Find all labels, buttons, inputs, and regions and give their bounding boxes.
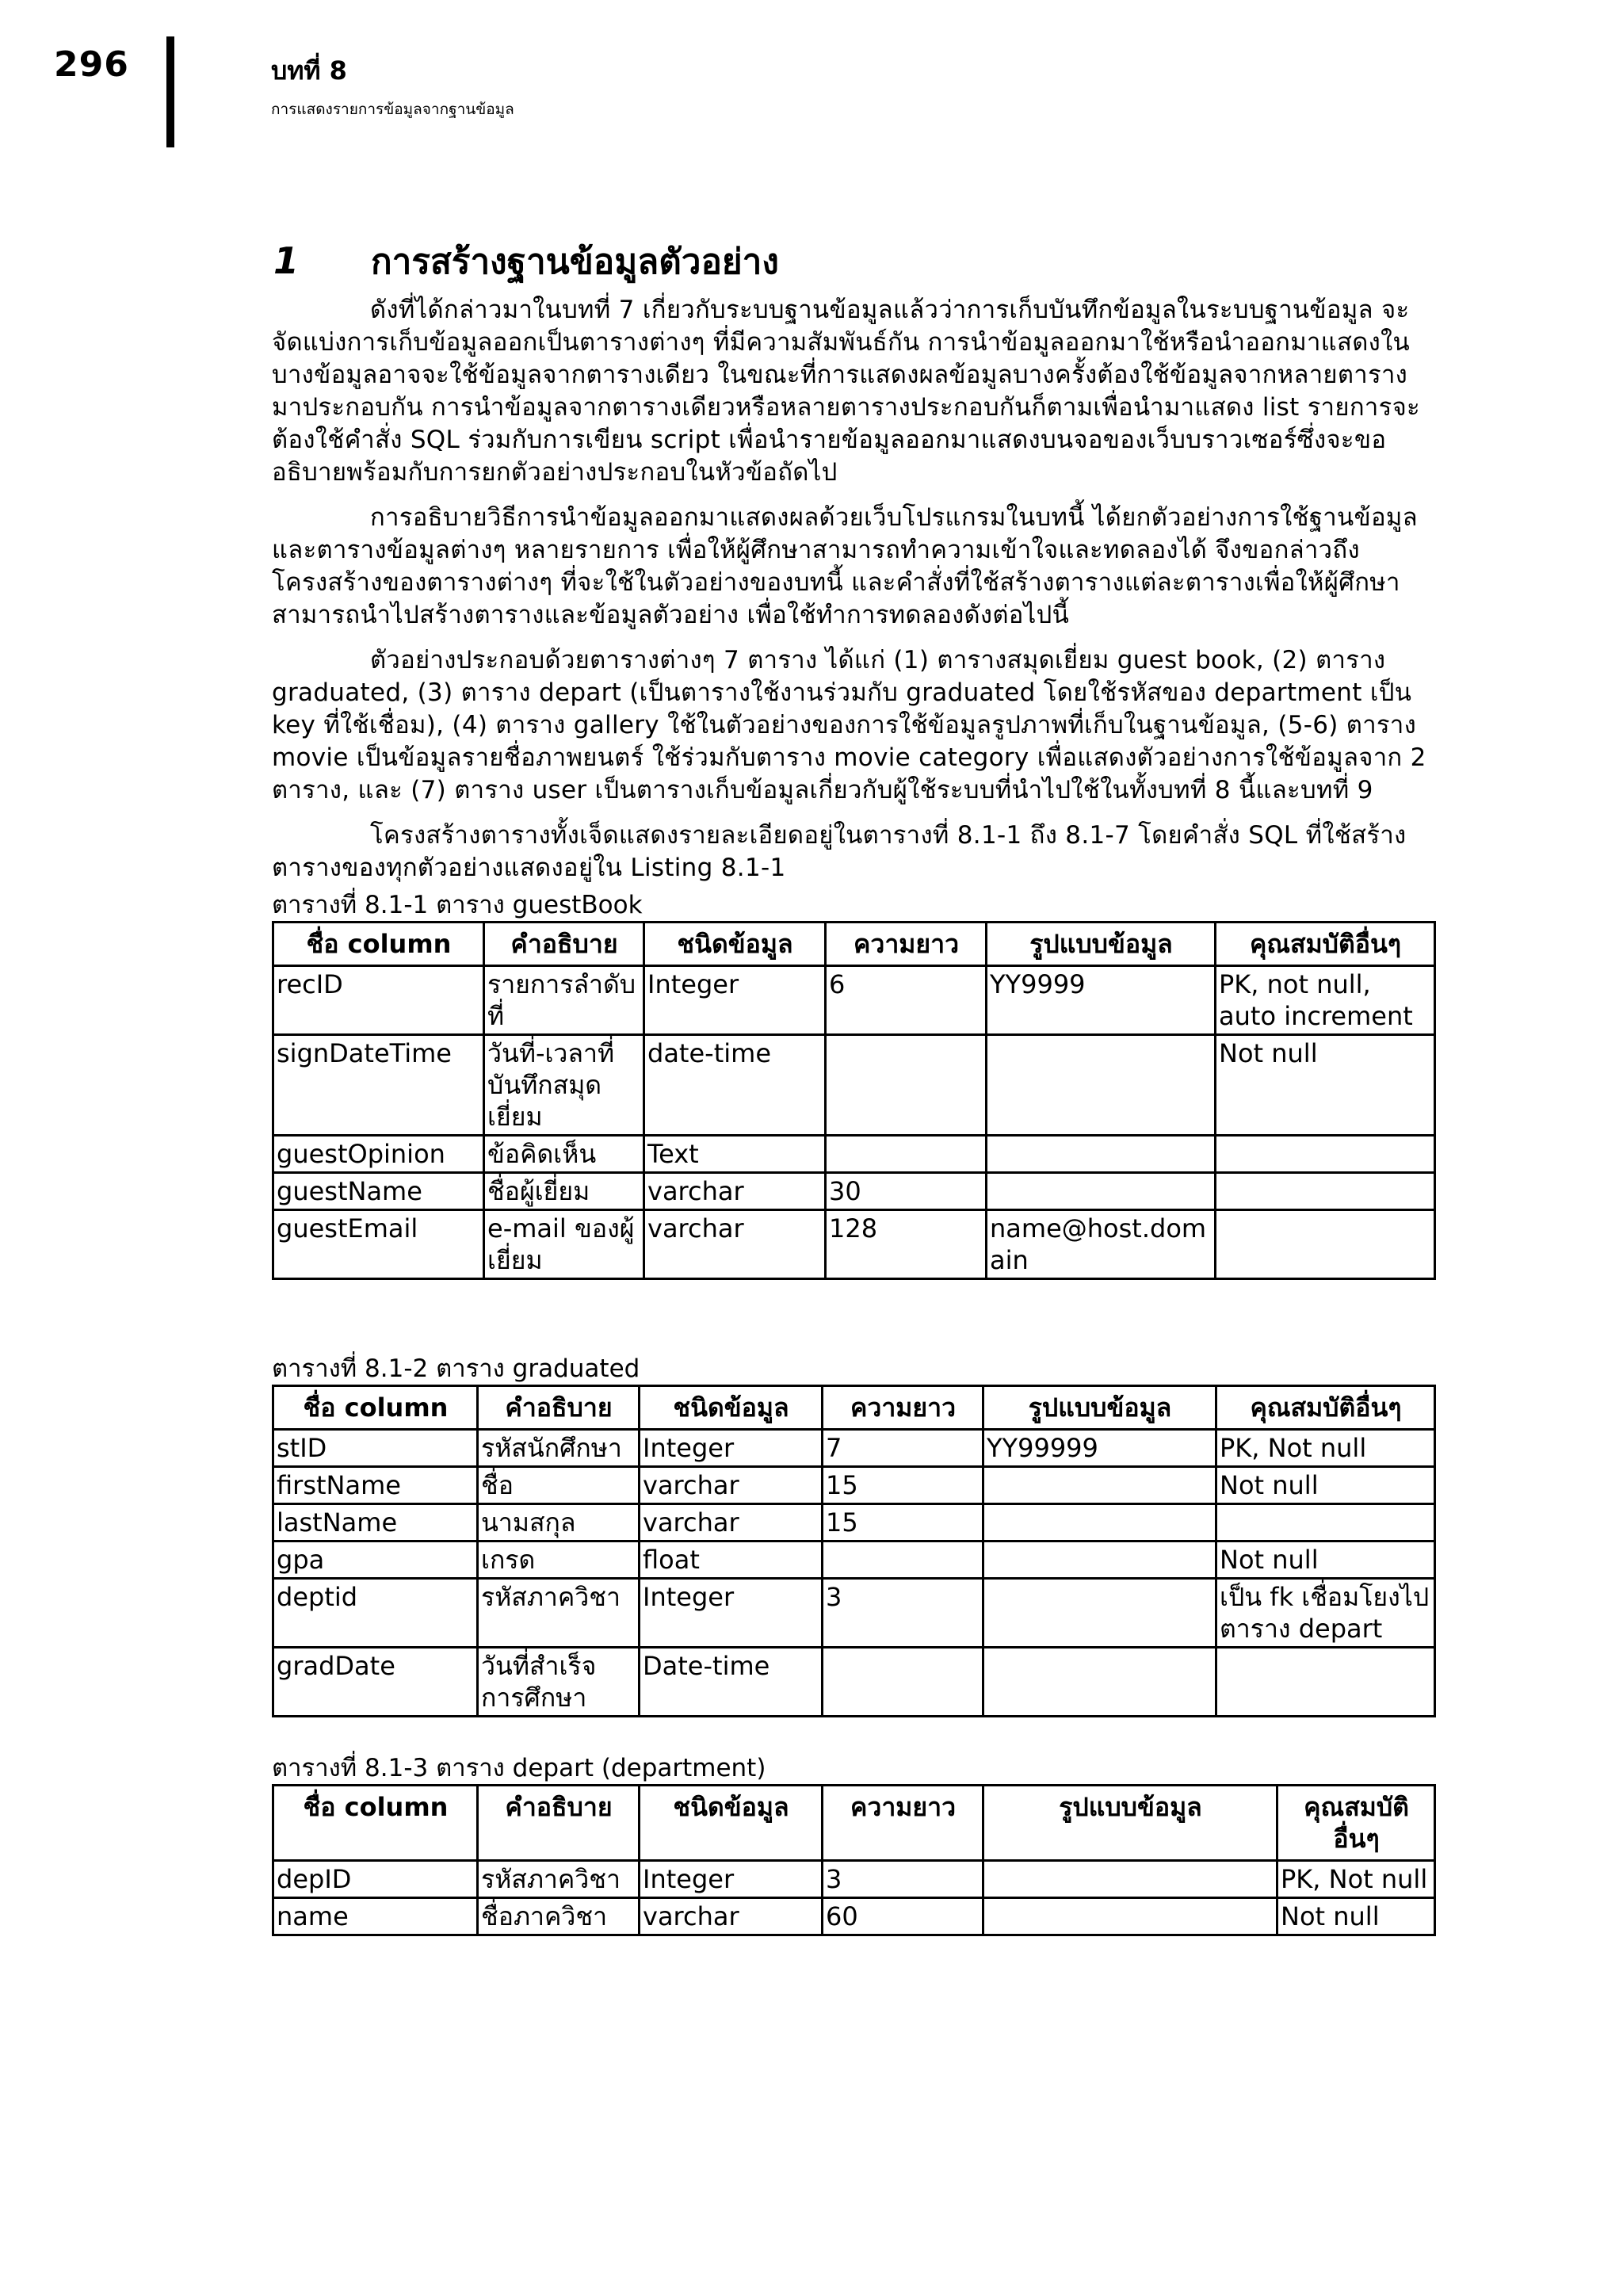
table-cell: 6: [826, 966, 987, 1035]
table-cell: Not null: [1216, 1467, 1435, 1504]
table-cell: [987, 1136, 1216, 1173]
table-row: [273, 1035, 1435, 1136]
table-cell: 3: [823, 1861, 983, 1898]
table-cell: ชื่อผู้เยี่ยม: [484, 1173, 644, 1210]
table-cell: guestName: [273, 1173, 484, 1210]
table-cell: varchar: [644, 1173, 826, 1210]
section-number: 1: [273, 239, 300, 282]
table-cell: [823, 1541, 983, 1579]
table-cell: [983, 1579, 1216, 1648]
table-cell: 60: [823, 1898, 983, 1935]
table-cell: 15: [823, 1467, 983, 1504]
table-row: [273, 966, 1435, 1035]
page-number: 296: [54, 44, 129, 85]
table-row: [273, 1898, 1435, 1935]
table-cell: [987, 1035, 1216, 1136]
table-cell: YY9999: [987, 966, 1216, 1035]
table-cell: [826, 1035, 987, 1136]
column-header: ชนิดข้อมูล: [640, 1386, 823, 1430]
table-cell: [1216, 1210, 1435, 1279]
table-cell: guestOpinion: [273, 1136, 484, 1173]
table-cell: [983, 1861, 1277, 1898]
chapter-subtitle: การแสดงรายการข้อมูลจากฐานข้อมูล: [271, 101, 514, 118]
table-cell: Integer: [644, 966, 826, 1035]
column-header: ความยาว: [826, 923, 987, 966]
column-header: รูปแบบข้อมูล: [983, 1386, 1216, 1430]
column-header: รูปแบบข้อมูล: [983, 1786, 1277, 1861]
table-cell: วันที่-เวลาที่บันทึกสมุดเยี่ยม: [484, 1035, 644, 1136]
column-header: ชื่อ column: [273, 1786, 478, 1861]
table-cell: Integer: [640, 1430, 823, 1467]
table-row: [273, 1173, 1435, 1210]
table-cell: [983, 1467, 1216, 1504]
table-cell: เกรด: [478, 1541, 640, 1579]
table-header-row: [273, 1786, 1435, 1861]
table-cell: Not null: [1216, 1035, 1435, 1136]
table-cell: e-mail ของผู้เยี่ยม: [484, 1210, 644, 1279]
table-cell: [983, 1898, 1277, 1935]
column-header: ชนิดข้อมูล: [644, 923, 826, 966]
column-header: คำอธิบาย: [478, 1786, 640, 1861]
table-cell: PK, Not null: [1216, 1430, 1435, 1467]
table-cell: [1216, 1173, 1435, 1210]
table-cell: name: [273, 1898, 478, 1935]
column-header: ชนิดข้อมูล: [640, 1786, 823, 1861]
table-cell: gradDate: [273, 1648, 478, 1717]
column-header: คุณสมบัติอื่นๆ: [1277, 1786, 1435, 1861]
table-cell: varchar: [640, 1898, 823, 1935]
table-cell: [983, 1504, 1216, 1541]
table-cell: [983, 1541, 1216, 1579]
table-cell: รหัสภาควิชา: [478, 1579, 640, 1648]
table-row: [273, 1467, 1435, 1504]
depart-table: [272, 1784, 1436, 1936]
paragraph: ดังที่ได้กล่าวมาในบทที่ 7 เกี่ยวกับระบบฐานข้อมูลแล้วว่าการเก็บบันทึกข้อมูลในระบบฐานข้อมูล จะจัดแบ่งการเก็บข้อมูลออกเป็นตารางต่างๆ ที่มีความสัมพันธ์กัน การนำข้อมูลออกมาใช้หรือนำออกมาแสดงในบางข้อมูลอาจจะใช้ข้อมูลจากตารางเดียว ในขณะที่การแสดงผลข้อมูลบางครั้งต้องใช้ข้อมูลจากหลายตารางมาประกอบกัน การนำข้อมูลจากตารางเดียวหรือหลายตารางประกอบกันก็ตามเพื่อนำมาแสดง list รายการจะต้องใช้คำสั่ง SQL ร่วมกับการเขียน script เพื่อนำรายข้อมูลออกมาแสดงบนจอของเว็บบราวเซอร์ซึ่งจะขออธิบายพร้อมกับการยกตัวอย่างประกอบในหัวข้อถัดไป: [272, 296, 1420, 487]
table-cell: Text: [644, 1136, 826, 1173]
table-cell: YY99999: [983, 1430, 1216, 1467]
table-cell: float: [640, 1541, 823, 1579]
table-cell: Date-time: [640, 1648, 823, 1717]
column-header: คำอธิบาย: [484, 923, 644, 966]
column-header: ความยาว: [823, 1386, 983, 1430]
table-cell: varchar: [640, 1504, 823, 1541]
table-cell: stID: [273, 1430, 478, 1467]
table-cell: [826, 1136, 987, 1173]
table-cell: ข้อคิดเห็น: [484, 1136, 644, 1173]
table-cell: date-time: [644, 1035, 826, 1136]
table-cell: ชื่อ: [478, 1467, 640, 1504]
table-cell: varchar: [644, 1210, 826, 1279]
table-cell: 15: [823, 1504, 983, 1541]
table-row: [273, 1541, 1435, 1579]
table-cell: [823, 1648, 983, 1717]
table-header-row: [273, 923, 1435, 966]
graduated-table: [272, 1385, 1436, 1717]
table-cell: recID: [273, 966, 484, 1035]
table-cell: lastName: [273, 1504, 478, 1541]
column-header: คุณสมบัติอื่นๆ: [1216, 923, 1435, 966]
table-cell: Not null: [1277, 1898, 1435, 1935]
column-header: ความยาว: [823, 1786, 983, 1861]
table-cell: เป็น fk เชื่อมโยงไปตาราง depart: [1216, 1579, 1435, 1648]
table-cell: [1216, 1648, 1435, 1717]
table-cell: guestEmail: [273, 1210, 484, 1279]
table-cell: วันที่สำเร็จการศึกษา: [478, 1648, 640, 1717]
section-heading: [272, 234, 1437, 288]
table-cell: signDateTime: [273, 1035, 484, 1136]
section-title: การสร้างฐานข้อมูลตัวอย่าง: [371, 242, 779, 282]
table-caption: ตารางที่ 8.1-2 ตาราง graduated: [272, 1354, 640, 1383]
guestbook-table: [272, 921, 1436, 1280]
paragraph: โครงสร้างตารางทั้งเจ็ดแสดงรายละเอียดอยู่ในตารางที่ 8.1-1 ถึง 8.1-7 โดยคำสั่ง SQL ที่ใช้สร้างตารางของทุกตัวอย่างแสดงอยู่ใน Listing 8.1-1: [272, 821, 1407, 882]
table-row: [273, 1648, 1435, 1717]
column-header: คำอธิบาย: [478, 1386, 640, 1430]
table-row: [273, 1136, 1435, 1173]
table-cell: name@host.domain: [987, 1210, 1216, 1279]
table-cell: รายการลำดับที่: [484, 966, 644, 1035]
table-cell: Not null: [1216, 1541, 1435, 1579]
table-cell: [983, 1648, 1216, 1717]
table-cell: 30: [826, 1173, 987, 1210]
page-content: [272, 234, 1437, 1936]
table-cell: [1216, 1504, 1435, 1541]
table-cell: Integer: [640, 1579, 823, 1648]
table-cell: depID: [273, 1861, 478, 1898]
table-cell: firstName: [273, 1467, 478, 1504]
table-caption: ตารางที่ 8.1-1 ตาราง guestBook: [272, 891, 643, 919]
table-header-row: [273, 1386, 1435, 1430]
table-row: [273, 1504, 1435, 1541]
table-cell: Integer: [640, 1861, 823, 1898]
paragraph: ตัวอย่างประกอบด้วยตารางต่างๆ 7 ตาราง ได้แก่ (1) ตารางสมุดเยี่ยม guest book, (2) ตาราง graduated, (3) ตาราง depart (เป็นตารางใช้งานร่วมกับ graduated โดยใช้รหัสของ department เป็น key ที่ใช้เชื่อม), (4) ตาราง gallery ใช้ในตัวอย่างของการใช้ข้อมูลรูปภาพที่เก็บในฐานข้อมูล, (5-6) ตาราง movie เป็นข้อมูลรายชื่อภาพยนตร์ ใช้ร่วมกับตาราง movie category เพื่อแสดงตัวอย่างการใช้ข้อมูลจาก 2 ตาราง, และ (7) ตาราง user เป็นตารางเก็บข้อมูลเกี่ยวกับผู้ใช้ระบบที่นำไปใช้ในทั้งบทที่ 8 นี้และบทที่ 9: [272, 646, 1426, 804]
chapter-title: บทที่ 8: [271, 55, 347, 86]
table-cell: รหัสนักศึกษา: [478, 1430, 640, 1467]
table-row: [273, 1579, 1435, 1648]
table-cell: gpa: [273, 1541, 478, 1579]
paragraph: การอธิบายวิธีการนำข้อมูลออกมาแสดงผลด้วยเว็บโปรแกรมในบทนี้ ได้ยกตัวอย่างการใช้ฐานข้อมูลและตารางข้อมูลต่างๆ หลายรายการ เพื่อให้ผู้ศึกษาสามารถทำความเข้าใจและทดลองได้ จึงขอกล่าวถึงโครงสร้างของตารางต่างๆ ที่จะใช้ในตัวอย่างของบทนี้ และคำสั่งที่ใช้สร้างตารางแต่ละตารางเพื่อให้ผู้ศึกษาสามารถนำไปสร้างตารางและข้อมูลตัวอย่าง เพื่อใช้ทำการทดลองดังต่อไปนี้: [272, 503, 1418, 629]
table-cell: รหัสภาควิชา: [478, 1861, 640, 1898]
table-row: [273, 1430, 1435, 1467]
table-cell: deptid: [273, 1579, 478, 1648]
table-row: [273, 1861, 1435, 1898]
column-header: รูปแบบข้อมูล: [987, 923, 1216, 966]
header-rule: [166, 36, 174, 147]
column-header: ชื่อ column: [273, 1386, 478, 1430]
table-cell: 3: [823, 1579, 983, 1648]
table-cell: varchar: [640, 1467, 823, 1504]
table-cell: [1216, 1136, 1435, 1173]
table-cell: PK, not null, auto increment: [1216, 966, 1435, 1035]
table-cell: PK, Not null: [1277, 1861, 1435, 1898]
table-caption: ตารางที่ 8.1-3 ตาราง depart (department): [272, 1754, 766, 1782]
table-cell: [987, 1173, 1216, 1210]
table-cell: 128: [826, 1210, 987, 1279]
table-cell: ชื่อภาควิชา: [478, 1898, 640, 1935]
table-cell: นามสกุล: [478, 1504, 640, 1541]
column-header: ชื่อ column: [273, 923, 484, 966]
table-row: [273, 1210, 1435, 1279]
column-header: คุณสมบัติอื่นๆ: [1216, 1386, 1435, 1430]
table-cell: 7: [823, 1430, 983, 1467]
